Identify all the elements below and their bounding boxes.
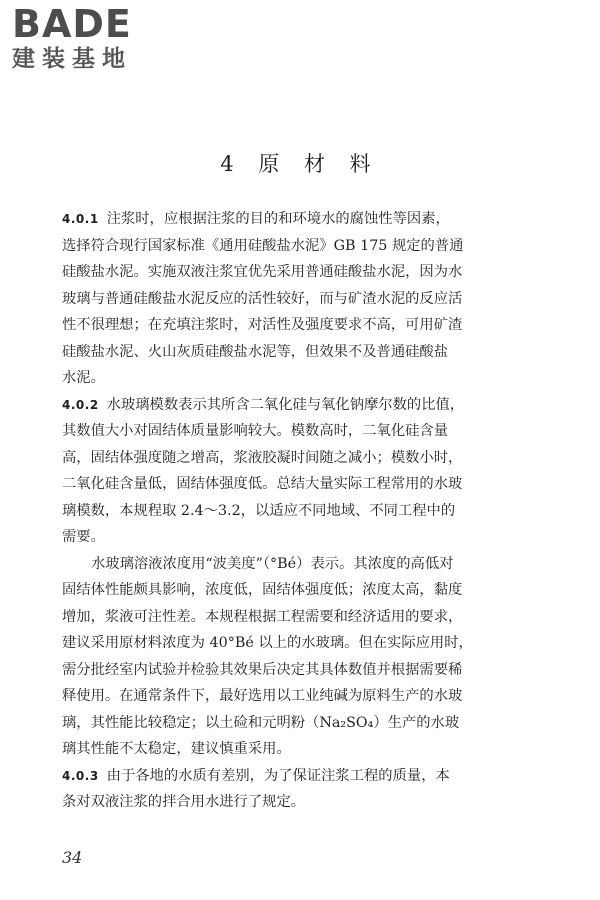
page-number: 34 (62, 848, 83, 867)
clause-number: 4.0.2 (62, 397, 99, 412)
clause-number: 4.0.1 (62, 212, 99, 226)
text-line: 4.0.1 注浆时，应根据注浆的目的和环境水的腐蚀性等因素， (62, 211, 450, 227)
text-line: 需要。 (62, 529, 105, 545)
text-line: 性不很理想；在充填注浆时，对活性及强度要求不高，可用矿渣 (62, 317, 463, 333)
text-line: 其数值大小对固结体质量影响较大。模数高时，二氧化硅含量 (62, 423, 449, 439)
text-line: 璃模数，本规程取 2.4～3.2，以适应不同地域、不同工程中的 (62, 502, 456, 519)
text-line: 选择符合现行国家标准《通用硅酸盐水泥》GB 175 规定的普通 (62, 237, 464, 254)
text-line: 硅酸盐水泥。实施双液注浆宜优先采用普通硅酸盐水泥，因为水 (62, 264, 463, 280)
bade-logo (12, 4, 132, 72)
text-line: 硅酸盐水泥、火山灰质硅酸盐水泥等，但效果不及普通硅酸盐 (62, 343, 449, 360)
text-line: 水玻璃溶液浓度用“波美度”（°Bé）表示。其浓度的高低对 (91, 555, 454, 572)
clause-number: 4.0.3 (62, 768, 99, 783)
logo-subtitle: 建装基地 (12, 46, 132, 72)
chapter-title: 4 原 材 料 (220, 152, 380, 176)
text-line: 二氧化硅含量低，固结体强度低。总结大量实际工程常用的水玻 (62, 476, 463, 492)
logo-brand: BADE (12, 2, 132, 46)
document-body (62, 206, 554, 816)
clause-4-0-2 (62, 392, 554, 763)
text-line: 玻璃与普通硅酸盐水泥反应的活性较好，而与矿渣水泥的反应活 (62, 290, 463, 307)
text-line: 条对双液注浆的拌合用水进行了规定。 (62, 794, 306, 810)
clause-4-0-3 (62, 763, 554, 816)
text-line: 璃，其性能比较稳定；以土硷和元明粉（Na₂SO₄）生产的水玻 (62, 714, 460, 731)
text-line: 水泥。 (62, 370, 105, 386)
text-line: 4.0.2 水玻璃模数表示其所含二氧化硅与氧化钠摩尔数的比值， (62, 396, 465, 413)
text-line: 4.0.3 由于各地的水质有差别，为了保证注浆工程的质量，本 (62, 767, 450, 784)
text-line: 释使用。在通常条件下，最好选用以工业纯碱为原料生产的水玻 (62, 688, 463, 704)
text-line: 固结体性能颇具影响，浓度低，固结体强度低；浓度太高，黏度 (62, 582, 463, 598)
text-line: 增加，浆液可注性差。本规程根据工程需要和经济适用的要求， (62, 608, 463, 625)
text-line: 需分批经室内试验并检验其效果后决定其具体数值并根据需要稀 (62, 661, 463, 678)
text-line: 高，固结体强度随之增高，浆液胶凝时间随之减小；模数小时， (62, 449, 463, 466)
text-line: 建议采用原材料浓度为 40°Bé 以上的水玻璃。但在实际应用时， (62, 635, 473, 651)
text-line: 璃其性能不太稳定，建议慎重采用。 (62, 741, 291, 757)
clause-4-0-1 (62, 206, 554, 392)
